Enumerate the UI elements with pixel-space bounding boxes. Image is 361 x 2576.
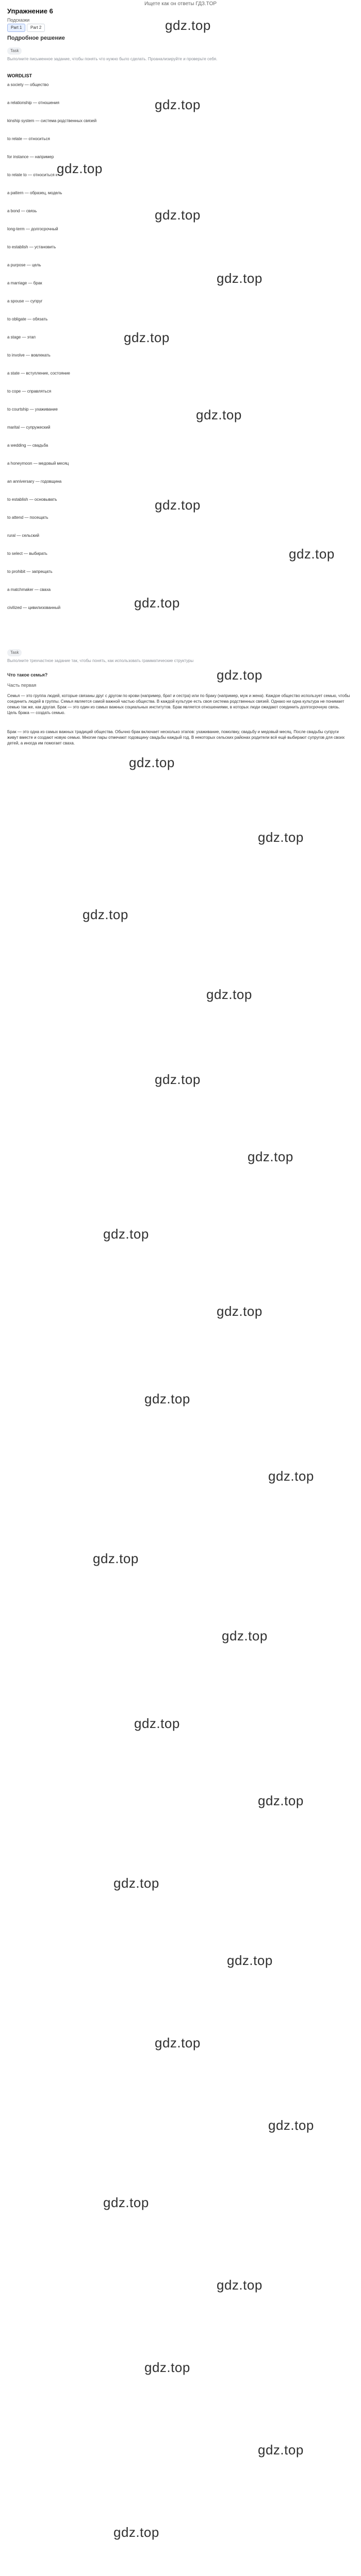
watermark: gdz.top <box>289 546 335 562</box>
wordlist-item: an anniversary — годовщина <box>7 479 62 484</box>
hints-label: Подсказки <box>7 18 30 23</box>
watermark: gdz.top <box>113 1875 159 1891</box>
part-1-button[interactable]: Part 1 <box>7 24 25 32</box>
detailed-solution-title: Подробное решение <box>7 35 65 41</box>
watermark: gdz.top <box>217 667 262 683</box>
wordlist-item: a purpose — цель <box>7 263 41 267</box>
watermark: gdz.top <box>258 1793 304 1808</box>
watermark: gdz.top <box>155 97 201 112</box>
watermark: gdz.top <box>113 2524 159 2540</box>
wordlist-item: a society — общество <box>7 82 49 87</box>
part-one-label: Часть первая <box>7 683 37 688</box>
wordlist-item: a matchmaker — сваха <box>7 587 51 592</box>
watermark: gdz.top <box>129 755 175 770</box>
wordlist-item: to relate to — относиться к <box>7 173 58 177</box>
wordlist-item: to establish — основывать <box>7 497 57 502</box>
watermark: gdz.top <box>268 2117 314 2133</box>
watermark: gdz.top <box>134 595 180 611</box>
watermark: gdz.top <box>217 2277 262 2293</box>
wordlist-item: long-term — долгосрочный <box>7 227 58 231</box>
wordlist-title: WORDLIST <box>7 73 32 78</box>
watermark: gdz.top <box>268 1468 314 1484</box>
wordlist-item: to relate — относиться <box>7 137 50 141</box>
watermark: gdz.top <box>222 1628 268 1643</box>
wordlist-item: kinship system — система родственных связей <box>7 118 97 123</box>
wordlist-item: rural — сельский <box>7 533 39 538</box>
watermark: gdz.top <box>155 1072 201 1087</box>
wordlist-item: a spouse — супруг <box>7 299 43 303</box>
watermark: gdz.top <box>124 330 170 345</box>
watermark: gdz.top <box>258 2442 304 2458</box>
wordlist-item: to attend — посещать <box>7 515 48 520</box>
watermark: gdz.top <box>227 1953 273 1968</box>
question-title: Что такое семья? <box>7 672 48 677</box>
watermark: gdz.top <box>155 207 201 223</box>
wordlist-item: to cope — справляться <box>7 389 52 394</box>
wordlist-item: a pattern — образец, модель <box>7 191 62 195</box>
wordlist-item: a stage — этап <box>7 335 36 340</box>
watermark: gdz.top <box>103 1226 149 1242</box>
wordlist-item: to establish — установить <box>7 245 56 249</box>
watermark: gdz.top <box>103 2195 149 2210</box>
wordlist-item: for instance — например <box>7 155 54 159</box>
watermark: gdz.top <box>155 2035 201 2050</box>
watermark: gdz.top <box>206 987 252 1002</box>
wordlist-item: marital — супружеский <box>7 425 51 430</box>
wordlist-item: to obligate — обязать <box>7 317 48 321</box>
watermark: gdz.top <box>144 2360 190 2375</box>
watermark: gdz.top <box>248 1149 293 1164</box>
task-hint: Выполните письменное задание, чтобы понять что нужно было сделать. Проанализируйте и проверьте себя. <box>7 57 218 61</box>
wordlist-item: civilized — цивилизованный <box>7 605 61 610</box>
wordlist-item: a honeymoon — медовый месяц <box>7 461 69 466</box>
watermark: gdz.top <box>217 1303 262 1319</box>
exercise-title: Упражнение 6 <box>7 7 53 15</box>
top-note: Ищете как он ответы ГДЗ.TOP <box>144 1 217 7</box>
watermark: gdz.top <box>258 829 304 845</box>
paragraph-2: Брак — это одна из самых важных традиций общества. Обычно брак включает несколько этапов: ухаживание, помолвку, свадьбу и медовый месяц. После свадьбы супруги живут вместе и создают новую семью. Многие пары отмечают годовщину свадьбы каждый год. В некоторых сельских районах родители всё ещё выбирают супругов для своих детей, а иногда им помогает сваха. <box>7 730 345 745</box>
wordlist-item: a wedding — свадьба <box>7 443 48 448</box>
part-2-button[interactable]: Part 2 <box>27 24 45 32</box>
watermark: gdz.top <box>93 1551 139 1566</box>
watermark: gdz.top <box>165 18 211 33</box>
paragraph-1: Семья — это группа людей, которые связаны друг с другом по крови (например, брат и сестра) или по браку (например, муж и жена). Каждое общество использует семью, чтобы соединить людей в группы. Семья является самой важной частью общества. В каждой культуре есть своя система родственных связей. Однако ни одна культура не понимает семью так же, как другая. Брак — это один из самых важных социальных институтов. Брак является отношениями, в которых люди ожидают соединить долгосрочную связь. Цель брака — создать семью. <box>7 693 350 715</box>
wordlist-item: to courtship — ухаживание <box>7 407 58 412</box>
watermark: gdz.top <box>196 407 242 422</box>
task-pill-2: Task <box>7 649 22 656</box>
task-hint-2: Выполните трехчастное задание так, чтобы понять, как использовать грамматические структуры <box>7 658 194 663</box>
wordlist-item: a state — вступление, состояние <box>7 371 70 376</box>
watermark: gdz.top <box>83 907 128 922</box>
wordlist-item: to prohibit — запрещать <box>7 569 53 574</box>
watermark: gdz.top <box>134 1716 180 1731</box>
wordlist-item: a bond — связь <box>7 209 37 213</box>
watermark: gdz.top <box>217 270 262 286</box>
wordlist-item: a marriage — брак <box>7 281 42 285</box>
watermark: gdz.top <box>57 161 103 176</box>
wordlist-item: to involve — вовлекать <box>7 353 51 358</box>
watermark: gdz.top <box>155 497 201 513</box>
watermark: gdz.top <box>144 1391 190 1406</box>
wordlist-item: a relationship — отношения <box>7 100 59 105</box>
wordlist-item: to select — выбирать <box>7 551 47 556</box>
task-pill: Task <box>7 47 22 55</box>
